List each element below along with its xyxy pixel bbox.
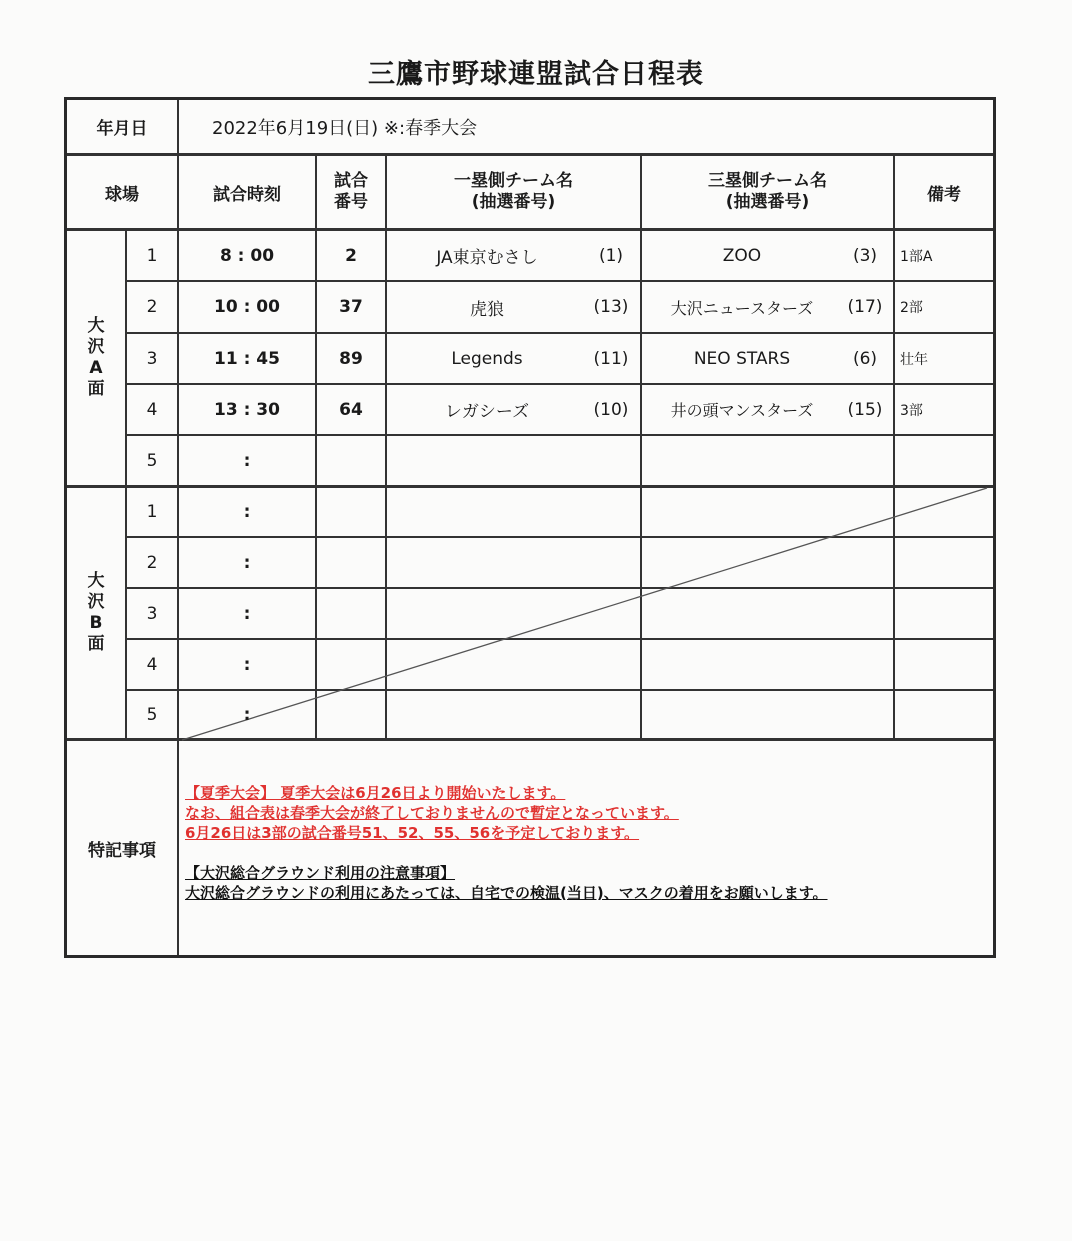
game-time: :	[243, 450, 251, 471]
game-time: :	[243, 552, 251, 573]
row-number: 4	[146, 399, 158, 420]
row-number: 1	[146, 245, 158, 266]
first-base-team: レガシーズ	[444, 402, 530, 422]
field-b-char: 大	[87, 570, 105, 591]
header-first-base-team	[387, 156, 640, 228]
header-field: 球場	[105, 184, 139, 205]
row-number: 2	[146, 297, 158, 317]
date-label: 年月日	[96, 119, 148, 139]
field-b-char: B	[89, 613, 103, 633]
field-a-label	[67, 231, 125, 485]
remark: 2部	[900, 300, 923, 316]
game-time: :	[243, 654, 251, 675]
date-value: 2022年6月19日(日) ※:春季大会	[212, 117, 478, 139]
third-base-lot: (6)	[852, 348, 878, 369]
note-red-2: なお、組合表は春季大会が終了しておりませんので暫定となっています。	[185, 804, 679, 822]
game-number: 89	[339, 348, 363, 369]
row-number: 1	[146, 502, 158, 522]
third-base-team: 大沢ニュースターズ	[670, 298, 814, 318]
third-base-team: NEO STARS	[693, 348, 791, 369]
header-game-number	[317, 156, 385, 228]
header-third-base-line1: 三塁側チーム名	[708, 170, 827, 191]
row-number: 3	[146, 603, 158, 624]
first-base-team: JA東京むさし	[436, 248, 538, 268]
note-red-1: 【夏季大会】 夏季大会は6月26日より開始いたします。	[185, 784, 566, 802]
third-base-lot: (15)	[847, 399, 883, 420]
field-b-label	[67, 488, 125, 738]
header-remarks: 備考	[927, 184, 961, 205]
game-time: 10 : 00	[214, 297, 280, 317]
first-base-lot: (1)	[598, 245, 624, 266]
first-base-lot: (10)	[593, 399, 629, 420]
header-game-number-line1: 試合	[334, 170, 368, 191]
remark: 1部A	[900, 248, 933, 265]
game-time: 13 : 30	[214, 399, 280, 420]
note-black-2: 大沢総合グラウンドの利用にあたっては、自宅での検温(当日)、マスクの着用をお願いします。	[185, 884, 828, 902]
third-base-team: ZOO	[722, 245, 762, 266]
page-title: 三鷹市野球連盟試合日程表	[368, 59, 704, 90]
game-time: :	[243, 704, 251, 725]
game-number: 37	[339, 297, 363, 317]
third-base-lot: (17)	[847, 297, 883, 317]
note-black-1: 【大沢総合グラウンド利用の注意事項】	[185, 864, 456, 882]
first-base-team: Legends	[451, 348, 523, 369]
third-base-lot: (3)	[852, 245, 878, 266]
header-first-base-line2: (抽選番号)	[471, 192, 556, 212]
field-a-char: 沢	[87, 336, 105, 357]
first-base-lot: (13)	[593, 297, 629, 317]
notes-body	[185, 783, 828, 903]
schedule-table	[64, 97, 996, 958]
remark: 3部	[900, 402, 923, 419]
field-a-char: A	[89, 358, 103, 378]
header-third-base-team	[642, 156, 893, 228]
row-number: 5	[146, 704, 158, 725]
game-time: 11 : 45	[214, 348, 280, 369]
game-number: 2	[345, 245, 357, 266]
field-b-char: 沢	[87, 591, 105, 612]
row-number: 5	[146, 450, 158, 471]
game-number: 64	[339, 399, 363, 420]
field-a-char: 大	[87, 315, 105, 336]
note-red-3: 6月26日は3部の試合番号51、52、55、56を予定しております。	[185, 824, 640, 842]
first-base-team: 虎狼	[470, 299, 504, 320]
row-number: 4	[146, 654, 158, 675]
game-time: 8 : 00	[219, 245, 275, 266]
notes-label: 特記事項	[88, 840, 156, 861]
game-time: :	[243, 603, 251, 624]
header-time: 試合時刻	[213, 184, 281, 205]
header-third-base-line2: (抽選番号)	[725, 192, 810, 212]
third-base-team: 井の頭マンスターズ	[670, 401, 814, 420]
remark: 壮年	[900, 351, 928, 368]
field-a-char: 面	[87, 379, 105, 400]
row-number: 2	[146, 552, 158, 573]
first-base-lot: (11)	[593, 348, 629, 369]
row-number: 3	[146, 348, 158, 369]
header-game-number-line2: 番号	[334, 192, 368, 212]
header-first-base-line1: 一塁側チーム名	[454, 170, 573, 191]
game-time: :	[243, 502, 251, 522]
field-b-char: 面	[87, 634, 105, 655]
